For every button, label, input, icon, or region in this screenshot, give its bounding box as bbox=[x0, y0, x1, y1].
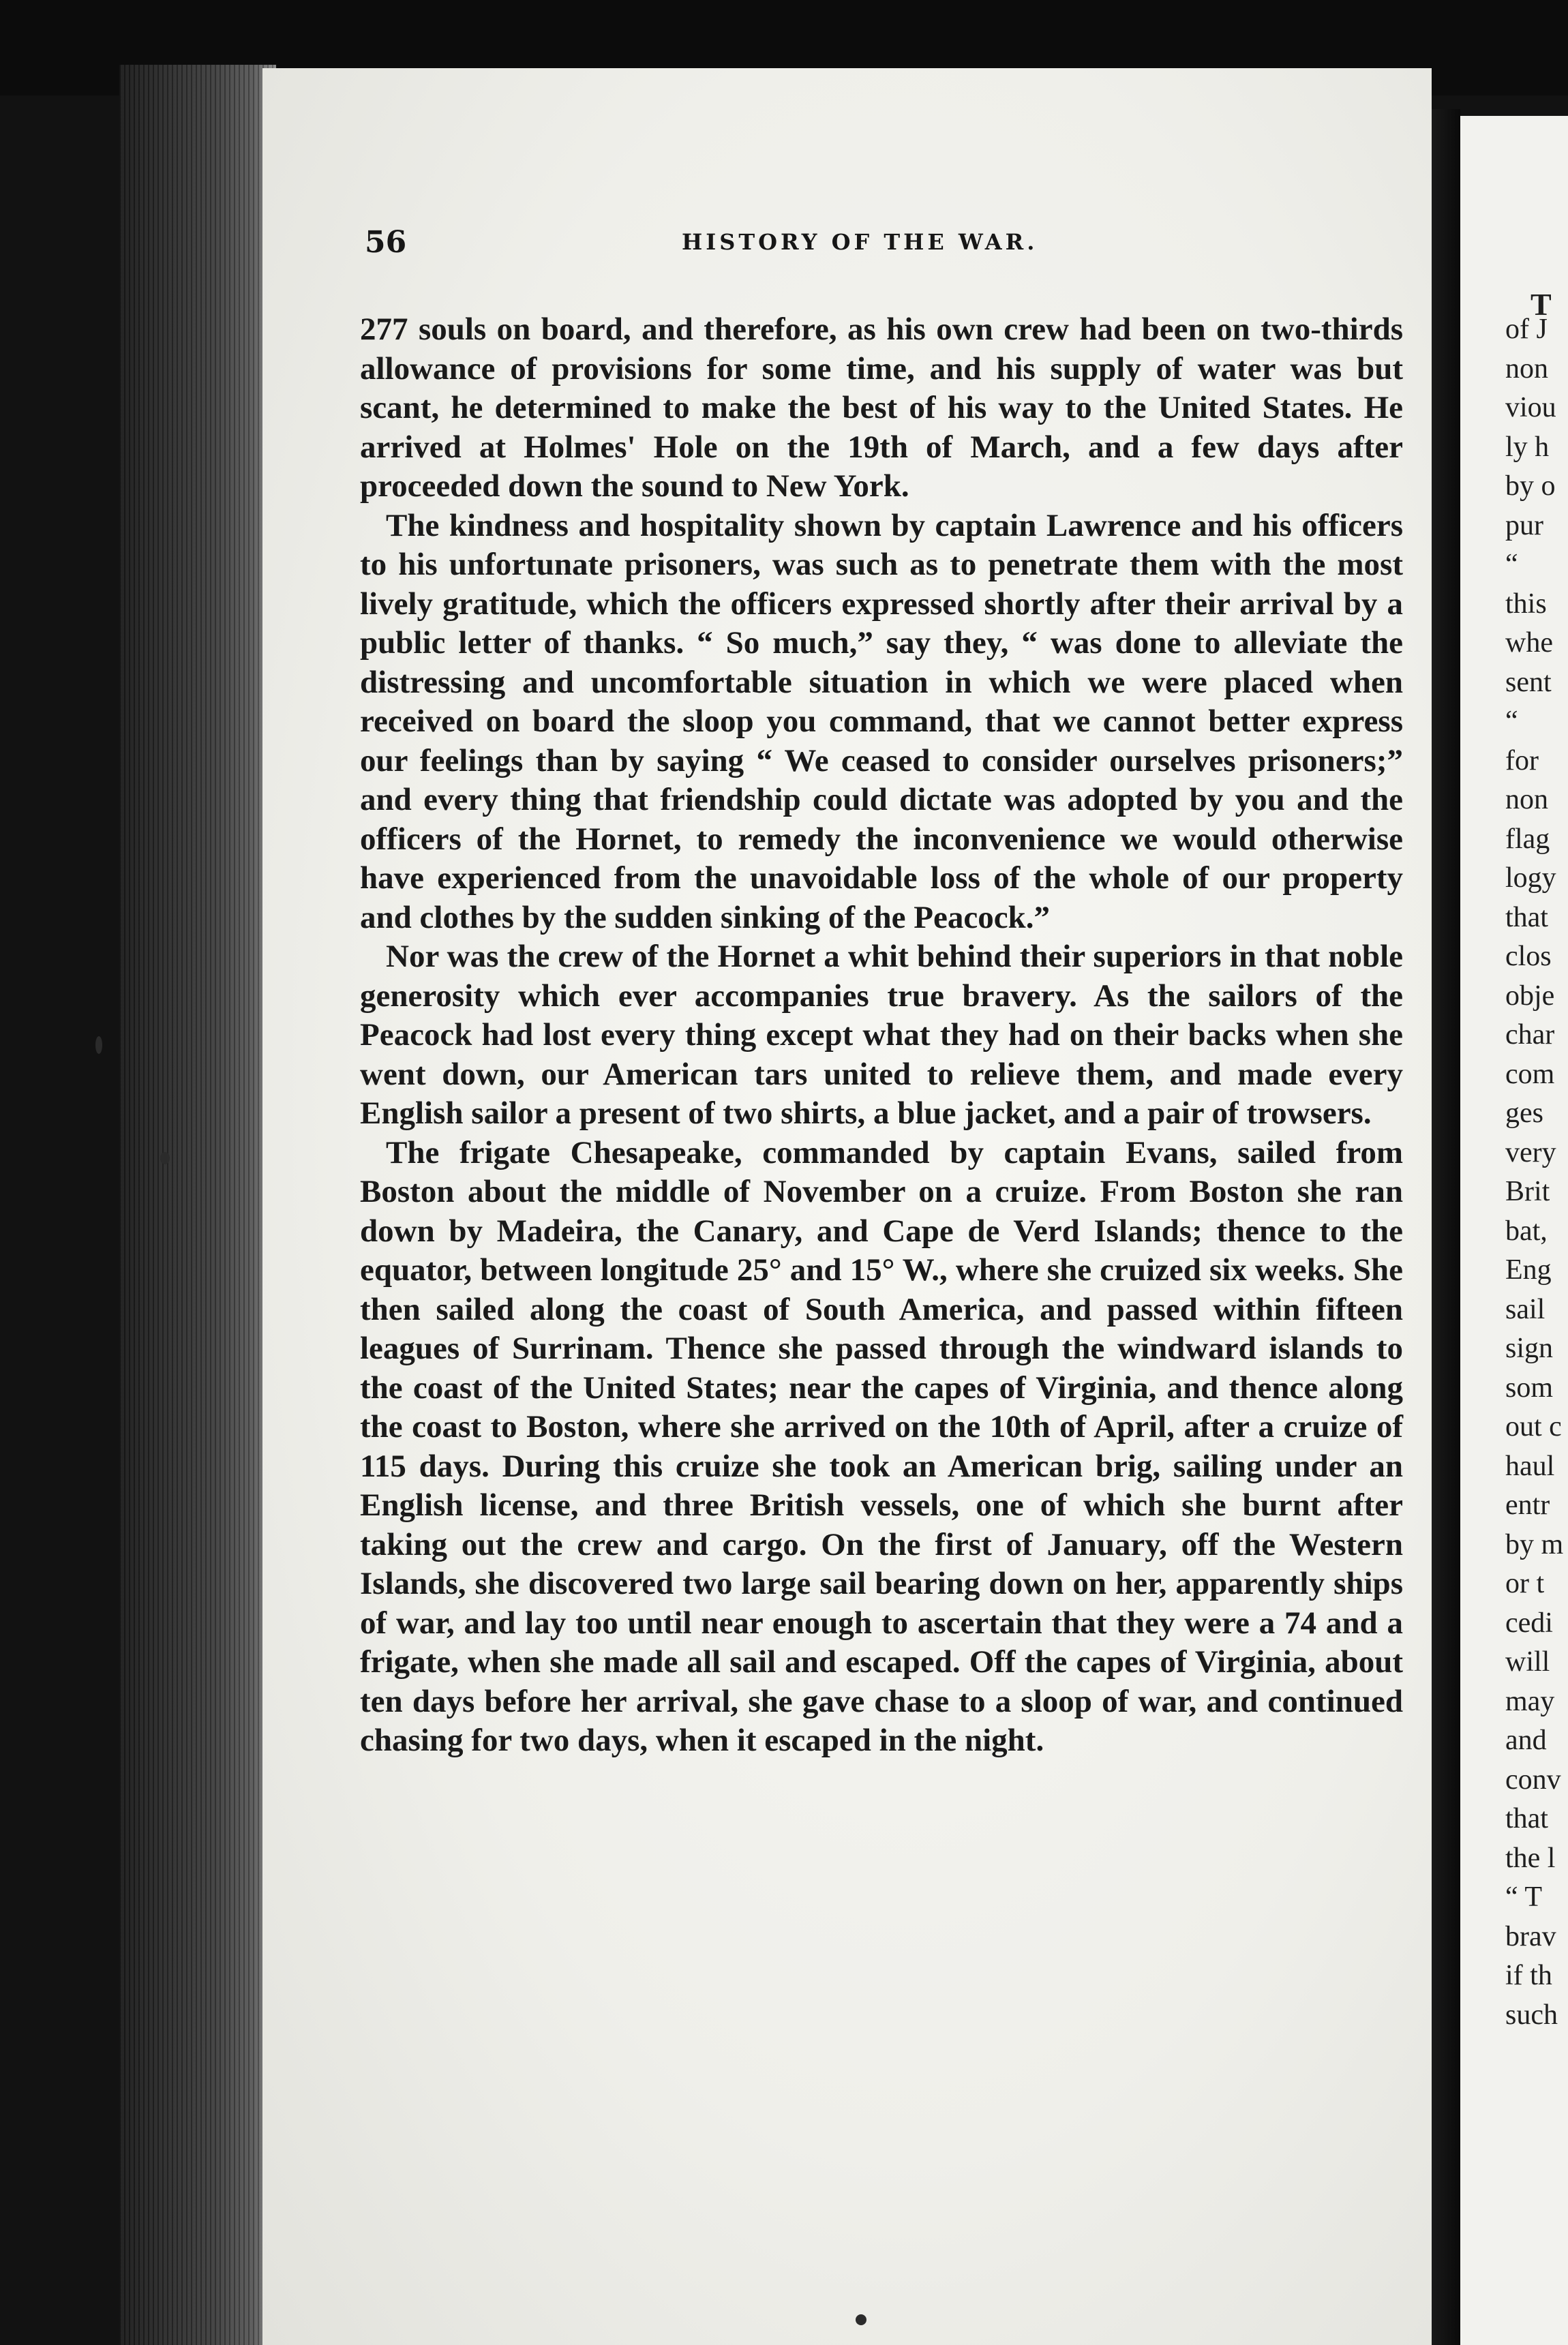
facing-page-line-fragment: by m bbox=[1505, 1528, 1564, 1560]
paragraph: The frigate Chesapeake, commanded by captain Evans, sailed from Boston about the middle of November on a cruize. From Boston she ran down by Madeira, the Canary, and Cape de Verd Islands; thence to the equator, between longitude 25° and 15° W., where she cruized six weeks. She then sailed along the coast of South America, and passed within fifteen leagues of Surrinam. Thence she passed through the windward islands to the coast of the United States; near the capes of Virginia, and thence along the coast to Boston, where she arrived on the 10th of April, after a cruize of 115 days. During this cruize she took an American brig, sailing under an English license, and three British vessels, one of which she burnt after taking out the crew and cargo. On the first of January, off the Western Islands, she discovered two large sail bearing down on her, apparently ships of war, and lay too until near enough to ascertain that they were a 74 and a frigate, when she made all sail and escaped. Off the capes of Virginia, about ten days before her arrival, she gave chase to a sloop of war, and continued chasing for two days, when it escaped in the night. bbox=[360, 1134, 1403, 1758]
facing-page-line-fragment: of J bbox=[1505, 314, 1548, 345]
facing-page-line-fragment: very bbox=[1505, 1136, 1556, 1168]
facing-page-line-fragment: by o bbox=[1505, 470, 1556, 502]
facing-page-line-fragment: entr bbox=[1505, 1489, 1550, 1521]
facing-page-line-fragment: com bbox=[1505, 1058, 1555, 1090]
facing-page-line-fragment: logy bbox=[1505, 862, 1556, 894]
facing-page-line-fragment: clos bbox=[1505, 941, 1552, 972]
facing-page-line-fragment: brav bbox=[1505, 1920, 1556, 1952]
scan-speck bbox=[95, 1036, 102, 1054]
facing-page-line-fragment: the l bbox=[1505, 1842, 1556, 1874]
running-title: HISTORY OF THE WAR. bbox=[682, 229, 1038, 255]
facing-page-line-fragment: bat, bbox=[1505, 1215, 1548, 1247]
running-head bbox=[365, 225, 1387, 266]
facing-page-line-fragment: may bbox=[1505, 1685, 1555, 1717]
facing-page-line-fragment: that bbox=[1505, 1803, 1548, 1834]
facing-page-line-fragment: “ bbox=[1505, 549, 1518, 580]
facing-page-line-fragment: non bbox=[1505, 784, 1548, 815]
paragraph: Nor was the crew of the Hornet a whit behind their superiors in that noble generosity which ever accompanies true bravery. As the sailors of the Peacock had lost every thing except what they had on their backs when she went down, our American tars united to relieve them, and made every English sailor a present of two shirts, a blue jacket, and a pair of trowsers. bbox=[360, 939, 1403, 1131]
facing-page-line-fragment: Brit bbox=[1505, 1176, 1550, 1207]
facing-page-line-fragment: this bbox=[1505, 588, 1547, 620]
page-edge-binding bbox=[119, 65, 276, 2345]
facing-page-line-fragment: non bbox=[1505, 352, 1548, 384]
page-body bbox=[360, 310, 1403, 1761]
page-number: 56 bbox=[365, 225, 407, 260]
facing-page-line-fragment: and bbox=[1505, 1725, 1547, 1756]
facing-page-line-fragment: conv bbox=[1505, 1764, 1561, 1796]
paragraph: The kindness and hospitality shown by captain Lawrence and his officers to his unfortunate prisoners, was such as to penetrate them with the most lively gratitude, which the officers expressed shortly after their arrival by a public letter of thanks. “ So much,” say they, “ was done to alleviate the distressing and uncomfortable situation in which we were placed when received on board the sloop you command, that we cannot better express our feelings than by saying “ We ceased to consider ourselves prisoners;” and every thing that friendship could dictate was adopted by you and the officers of the Hornet, to remedy the inconvenience we would otherwise have experienced from the unavoidable loss of the whole of our property and clothes by the sudden sinking of the Peacock.” bbox=[360, 507, 1403, 935]
book-gutter bbox=[1432, 109, 1460, 2345]
facing-page-line-fragment: sign bbox=[1505, 1333, 1554, 1364]
facing-page-line-fragment: haul bbox=[1505, 1450, 1555, 1482]
facing-page-line-fragment: sail bbox=[1505, 1293, 1546, 1325]
facing-page-line-fragment: will bbox=[1505, 1646, 1550, 1678]
facing-page-line-fragment: obje bbox=[1505, 980, 1555, 1012]
facing-page-line-fragment: ly h bbox=[1505, 431, 1550, 463]
facing-page-line-fragment: such bbox=[1505, 1999, 1558, 2031]
scan-speck bbox=[160, 1152, 170, 1164]
facing-page-line-fragment: out c bbox=[1505, 1411, 1562, 1442]
facing-page-line-fragment: sent bbox=[1505, 666, 1552, 698]
facing-page-line-fragment: for bbox=[1505, 744, 1539, 776]
facing-page-line-fragment: or t bbox=[1505, 1568, 1545, 1599]
paragraph: 277 souls on board, and therefore, as his own crew had been on two-thirds allowance of provisions for some time, and his supply of water was but scant, he determined to make the best of his way to the United States. He arrived at Holmes' Hole on the 19th of March, and a few days after proceeded down the sound to New York. bbox=[360, 312, 1403, 504]
facing-page-line-fragment: char bbox=[1505, 1019, 1555, 1050]
facing-page-line-fragment: whe bbox=[1505, 627, 1553, 659]
facing-page-line-fragment: that bbox=[1505, 901, 1548, 933]
facing-page-initial: T bbox=[1531, 287, 1552, 322]
facing-page-line-fragment: flag bbox=[1505, 823, 1550, 855]
facing-page-line-fragment: pur bbox=[1505, 509, 1543, 541]
facing-page-line-fragment: cedi bbox=[1505, 1607, 1553, 1639]
facing-page-line-fragment: if th bbox=[1505, 1960, 1552, 1991]
facing-page-line-fragment: “ T bbox=[1505, 1881, 1543, 1913]
facing-page-line-fragment: Eng bbox=[1505, 1254, 1552, 1286]
scan-speck bbox=[856, 2314, 866, 2325]
facing-page-line-fragment: ges bbox=[1505, 1098, 1543, 1129]
facing-page-line-fragment: som bbox=[1505, 1372, 1554, 1404]
facing-page-fragments bbox=[1505, 310, 1567, 2035]
facing-page-line-fragment: viou bbox=[1505, 392, 1556, 423]
facing-page-line-fragment: “ bbox=[1505, 706, 1518, 737]
